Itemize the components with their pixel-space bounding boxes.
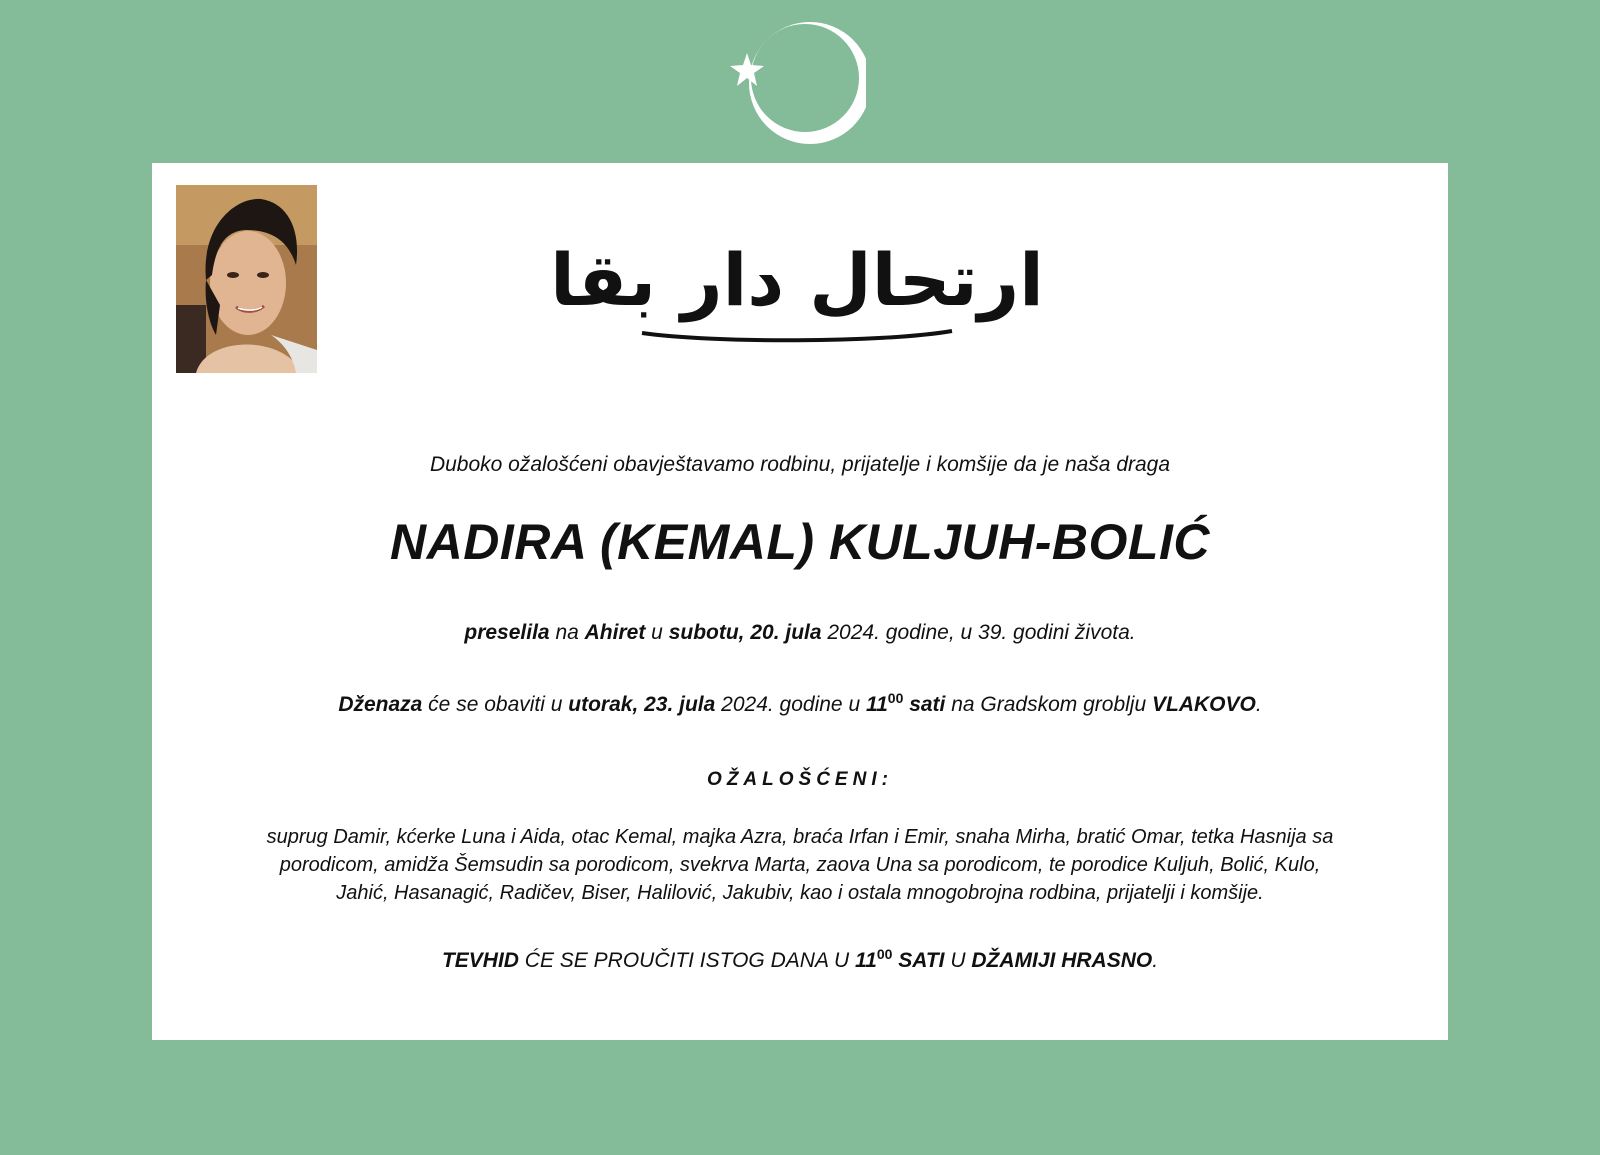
deceased-name: NADIRA (KEMAL) KULJUH-BOLIĆ <box>390 514 1210 570</box>
calligraphy-text: ارتحال دار بقا <box>550 238 1044 322</box>
tevhid-minutes: 00 <box>876 946 893 962</box>
death-line: preselila na Ahiret u subotu, 20. jula 2024. godine, u 39. godini života. <box>464 621 1136 644</box>
intro-text: Duboko ožalošćeni obavještavamo rodbinu, prijatelje i komšije da je naša draga <box>429 453 1171 476</box>
obituary-card <box>152 163 1448 1040</box>
funeral-minutes: 00 <box>887 690 904 706</box>
funeral-date: utorak, 23. jula <box>568 693 716 716</box>
funeral-label: Dženaza <box>338 693 423 716</box>
death-place: Ahiret <box>584 621 646 644</box>
mourners-line: suprug Damir, kćerke Luna i Aida, otac Kemal, majka Azra, braća Irfan i Emir, snaha Mirha, bratić Omar, tetka Hasnija sa <box>266 826 1334 848</box>
funeral-place: VLAKOVO <box>1152 693 1256 716</box>
death-date: subotu, 20. jula <box>668 621 822 644</box>
death-verb: preselila <box>464 621 550 644</box>
mourners-line: porodicom, amidža Šemsudin sa porodicom, svekrva Marta, zaova Una sa porodicom, te porodice Kuljuh, Bolić, Kulo, <box>279 854 1321 876</box>
mourners-list <box>172 823 1428 907</box>
funeral-line: Dženaza će se obaviti u utorak, 23. jula 2024. godine u $11^{00}$ sati na Gradskom groblju VLAKOVO. <box>338 690 1262 716</box>
tevhid-label: TEVHID <box>441 949 519 972</box>
portrait-photo <box>176 185 317 373</box>
crescent-star-icon <box>730 20 866 150</box>
mourners-heading: OŽALOŠĆENI: <box>707 769 893 790</box>
tevhid-place: DŽAMIJI HRASNO <box>971 949 1153 972</box>
mourners-line: Jahić, Hasanagić, Radičev, Biser, Halilović, Jakubiv, kao i ostala mnogobrojna rodbina, prijatelji i komšije. <box>336 882 1264 904</box>
tevhid-line: TEVHID ĆE SE PROUČITI ISTOG DANA U $11^{00}$ SATI U DŽAMIJI HRASNO. <box>441 946 1159 972</box>
tevhid-hour: 11 <box>855 949 877 972</box>
arabic-calligraphy <box>550 193 1044 353</box>
funeral-hour: 11 <box>865 693 888 716</box>
